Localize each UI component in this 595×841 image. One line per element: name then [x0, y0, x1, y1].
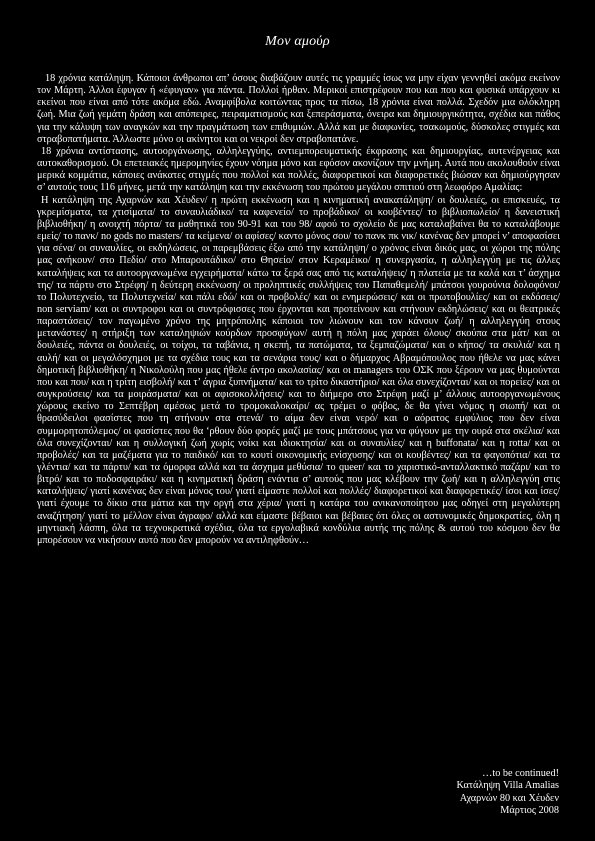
document-body: [37, 73, 560, 547]
signature-block: [457, 768, 560, 817]
paragraph-timeline: Η κατάληψη της Αχαρνών και Χέυδεν/ η πρώτη εκκένωση και η κινηματική ανακατάληψη/ οι δουλειές, οι επισκευές, τα γκρεμίσματα, τα χτισίματα/ το συναυλιάδικο/ τα καφενείο/ το προβάδικο/ οι κουβέντες/ το βιβλιοπωλείο/ η δανειστική βιβλιοθήκη/ η ανοιχτή πόρτα/ τα μαθητικά του 90-91 και του 98/ αφού το σχολείο δε μας καταλαβαίνει θα το καταλάβουμε εμείς/ το πανκ/ no gods no masters/ τα κείμενα/ οι αφίσες/ καντο μόνος σου/ το πανκ πκ νικ/ κανένας δεν μπορεί ν’ αποφασίσει για σένα/ οι συναυλίες, οι εκδηλώσεις, οι παρεμβάσεις έξω από την κατάληψη/ ο χρόνος είναι δικός μας, οι χώροι της πόλης μας ανήκουν/ στο Πεδίο/ στο Μπαρουτάδικο/ στο Θησείο/ στον Κεραμέικο/ η συνεργασία, η αλληλεγγύη με τις άλλες καταλήψεις και τα αυτοοργανωμένα εγχειρήματα/ κάτω τα ξερά σας από τις καταλήψεις/ η πλατεία με τα καλά και τ’ άσχημα της/ τα πάρτυ στο Στρέφη/ η δεύτερη εκκένωση/ οι προληπτικές συλλήψεις του Παπαθεμελή/ μπάτσοι γουρούνια δολοφόνοι/ το Πολυτεχνείο, τα Πολυτεχνεία/ και πάλι εδώ/ και οι προβολές/ και οι ενημερώσεις/ και οι πρωτοβουλίες/ και οι εκδόσεις/ non serviam/ και οι συντροφοι και οι συντρόφισσες που έρχονται και προτείνουν και στήνουν εκδηλώσεις/ και οι θεατρικές παραστάσεις/ τον παγωμένο χρόνο της μητρόπολης κάποιοι τον λιώνουν και τον κάνουν ζωή/ η αλληλεγγύη στους μετανάστες/ η στήριξη των καταληψιών κούρδων προσφύγων/ αυτή η πόλη μας χαράει όλους/ σκούπα στα μάτ/ και οι δουλειές, πάντα οι δουλειές, οι τοίχοι, τα ταβάνια, η σκεπή, τα πατώματα, τα ξεμπαζώματα/ και ο κήπος/ τα σκυλιά/ και η αυλή/ και οι μεγαλόσχημοι με τα σχέδια τους και τα σενάρια τους/ και ο δήμαρχος Αβραμόπουλος που ήθελε να μας κάνει δημοτική βιβλιοθήκη/ η Νικολούλη που μας ήθελε άντρο ακολασίας/ και οι managers του ΟΣΚ που ξέρουν να μας θυμούνται που και που/ και η τρίτη εισβολή/ και τ’ άγρια ξυπνήματα/ και το τρίτο δικαστήριο/ και όλα συνεχίζονται/ και οι πορείες/ και οι συγκρούσεις/ και τα μοιράσματα/ και οι αφισοκολλήσεις/ και το διήμερο στο Στρέφη μαζί μ’ άλλους αυτοοργανωμένους χώρους εκείνο το Σεπτέβρη αμέσως μετά το τρομοκαλοκαίρι/ ας τρέμει ο φόβος, δε θα γίνει νόμος η σιωπή/ και οι θρασύδειλοι φασίστες που τη στήνουν στα στενά/ το αίμα δεν είναι νερό/ και ο αόρατος εμφύλιος που δεν είναι συμμορητοπόλεμος/ οι φασίστες που θα ‘ρθουν δύο φορές μαζί με τους μπάτσους για να φύγουν με την ουρά στα σκέλια/ και όλα συνεχίζονται/ και η συλλογική ζωή χωρίς νοίκι και ιδιοκτησία/ και οι συναυλίες/ και η buffonata/ και η rotta/ και οι προβολές/ και τα μαζέματα για το παιδικό/ και το κουτί οικονομικής ενίσχυσης/ και οι κουβέντες/ και τα φαγοπότια/ και τα γλέντια/ και τα πάρτυ/ και τα όμορφα αλλά και τα άσχημα μεθύσια/ το queer/ και το χαριστικό-ανταλλακτικό παζάρι/ και το βιτρό/ και το ποδοσφαιράκι/ και η κινηματική δράση ενάντια σ’ αυτούς που μας κλέβουν την ζωή/ και η αλληλεγγύη στις καταλήψεις/ γιατί κανένας δεν είναι μόνος του/ γιατί είμαστε πολλοί και πολλές/ διαφορετικοί και διαφορετικές/ ίσοι και ίσες/ γιατί έχουμε το δίκιο στα μάτια και την οργή στα χέρια/ γιατί η κατάρα του ανικανοποίητου μας οδηγεί στη μεγαλύτερη αναζήτηση/ γιατί το μέλλον είναι άγραφο/ αλλά και είμαστε βέβαιοι και βέβαιες ότι όλες οι αστυνομικές δημοκρατίες, όλη η μηντιακή λάσπη, όλα τα τεχνοκρατικά σχέδια, όλα τα εργολαβικά κονδύλια αυτής της πόλης & αυτού του κόσμου δεν θα μπορέσουν να νικήσουν αυτό που δεν μπορούν να αντιληφθούν…: [37, 194, 561, 546]
signature-address: Αχαρνών 80 και Χέυδεν: [459, 792, 559, 804]
continued-note: …to be continued!: [482, 768, 559, 779]
signature-date: Μάρτιος 2008: [500, 804, 559, 816]
document-title: Μον αμούρ: [265, 34, 330, 49]
signature-org: Κατάληψη Villa Amalias: [456, 780, 559, 792]
paragraph-intro: 18 χρόνια κατάληψη. Κάποιοι άνθρωποι απ’ όσους διαβάζουν αυτές τις γραμμές ίσως να μην είχαν γεννηθεί ακόμα εκείνον τον Μάρτη. Άλλοι έφυγαν ή «έφυγαν» για πάντα. Πολλοί ήρθαν. Μερικοί επιστρέφουν που και που και φυσικά υπάρχουν κι εκείνοι που είναι από τότε ακόμα εδώ. Αναμφίβολα κοιτώντας προς τα πίσω, 18 χρόνια είναι πολλά. Σχεδόν μια ολόκληρη ζωή. Μια ζωή γεμάτη δράση και απόπειρες, πειραματισμούς και ξεπεράσματα, όνειρα και δημιουργικότητα, σχέδια και πάθος για την κάλυψη των αναγκών και την πραγμάτωση των επιθυμιών. Αλλά και με διαφωνίες, τσακωμούς, δύσκολες στιγμές και στραβοπατήματα. Άλλωστε μόνο οι ακίνητοι και οι νεκροί δεν στραβοπατάνε.: [37, 73, 560, 145]
paragraph-resistance: 18 χρόνια αντίστασης, αυτοοργάνωσης, αλληλεγγύης, αντιεμπορευματικής έκφρασης και δημιουργίας, αυτενέργειας και αυτοκαθορισμού. Οι επετειακές ημερομηνίες έχουν νόημα μόνο και εφόσον ακονίζουν την μνήμη. Αυτά που ακολουθούν είναι μερικά κομμάτια, κάποιες ανάκατες στιγμές που πολλοί και πολλές, διαφορετικοί και διαφορετικές βιώσαν και δημιούργησαν σ’ αυτούς τους 116 μήνες, μετά την κατάληψη και την εκκένωση του πρώτου μεγάλου σπιτιού στη λεωφόρο Αμαλίας:: [37, 145, 560, 194]
